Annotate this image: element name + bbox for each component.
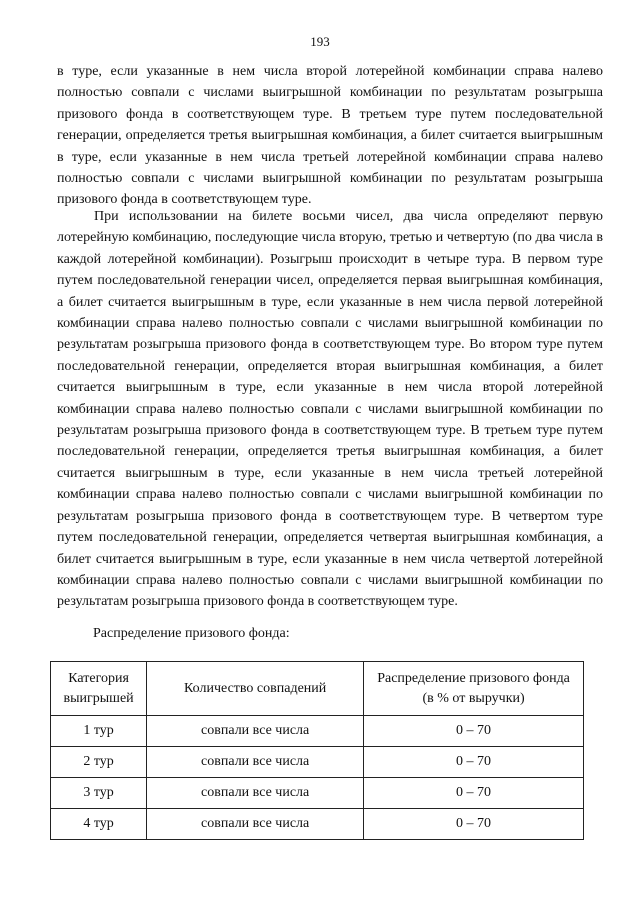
table-header-row	[51, 662, 584, 716]
cell-matches: совпали все числа	[147, 778, 364, 809]
cell-matches: совпали все числа	[147, 716, 364, 747]
cell-distribution: 0 – 70	[364, 809, 584, 840]
paragraph-eight-numbers: При использовании на билете восьми чисел, два числа определяют первую лотерейную комбинацию, последующие числа вторую, третью и четвертую (по два числа в каждой лотерейной комбинации). Розыгрыш происходит в четыре тура. В первом туре путем последовательной генерации чисел, определяется первая выигрышная комбинация, а билет считается выигрышным в туре, если указанные в нем числа первой лотерейной комбинации справа налево полностью совпали с числами выигрышной комбинации по результатам розыгрыша призового фонда в соответствующем туре. Во втором туре путем последовательной генерации, определяется вторая выигрышная комбинация, а билет считается выигрышным в туре, если указанные в нем числа второй лотерейной комбинации справа налево полностью совпали с числами выигрышной комбинации по результатам розыгрыша призового фонда в соответствующем туре. В третьем туре путем последовательной генерации, определяется третья выигрышная комбинация, а билет считается выигрышным в туре, если указанные в нем числа третьей лотерейной комбинации справа налево полностью совпали с числами выигрышной комбинации по результатам розыгрыша призового фонда в соответствующем туре. В четвертом туре путем последовательной генерации, определяется четвертая выигрышная комбинация, а билет считается выигрышным в туре, если указанные в нем числа четвертой лотерейной комбинации справа налево полностью совпали с числами выигрышной комбинации по результатам розыгрыша призового фонда в соответствующем туре.	[57, 209, 603, 610]
header-distribution: Распределение призового фонда (в % от выручки)	[364, 662, 584, 716]
cell-category: 1 тур	[51, 716, 147, 747]
prize-distribution-table	[50, 661, 584, 840]
table-row	[51, 778, 584, 809]
cell-distribution: 0 – 70	[364, 778, 584, 809]
cell-category: 3 тур	[51, 778, 147, 809]
table-caption: Распределение призового фонда:	[93, 626, 290, 641]
cell-distribution: 0 – 70	[364, 716, 584, 747]
cell-matches: совпали все числа	[147, 747, 364, 778]
table-row	[51, 716, 584, 747]
table-row	[51, 809, 584, 840]
cell-distribution: 0 – 70	[364, 747, 584, 778]
page-number: 193	[310, 34, 330, 49]
table-row	[51, 747, 584, 778]
header-matches: Количество совпадений	[147, 662, 364, 716]
cell-category: 2 тур	[51, 747, 147, 778]
paragraph-continuation: в туре, если указанные в нем числа второй лотерейной комбинации справа налево полностью совпали с числами выигрышной комбинации по результатам розыгрыша призового фонда в соответствующем туре. В третьем туре путем последовательной генерации, определяется третья выигрышная комбинация, а билет считается выигрышным в туре, если указанные в нем числа третьей лотерейной комбинации справа налево полностью совпали с числами выигрышной комбинации по результатам розыгрыша призового фонда в соответствующем туре.	[57, 64, 603, 208]
cell-category: 4 тур	[51, 809, 147, 840]
header-category: Категория выигрышей	[51, 662, 147, 716]
cell-matches: совпали все числа	[147, 809, 364, 840]
